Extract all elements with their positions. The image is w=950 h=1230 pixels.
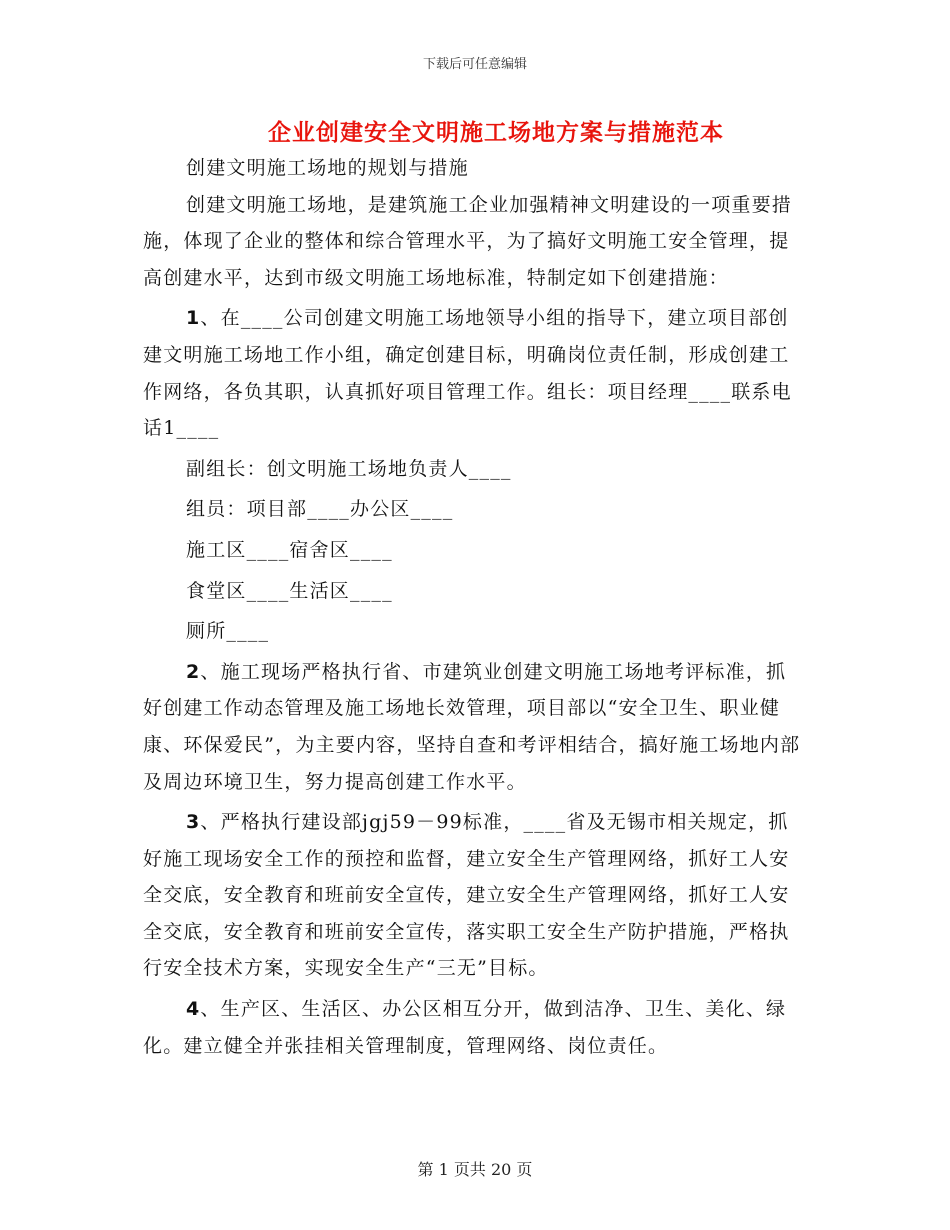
- item-number: 2: [186, 660, 201, 683]
- paragraph-item-4: [143, 991, 803, 1064]
- paragraph-intro: 创建文明施工场地，是建筑施工企业加强精神文明建设的一项重要措施，体现了企业的整体和综合管理水平，为了搞好文明施工安全管理，提高创建水平，达到市级文明施工场地标准，特制定如下创建措施：: [143, 193, 793, 289]
- document-title: 企业创建安全文明施工场地方案与措施范本: [268, 119, 724, 146]
- paragraph-toilet: 厕所____: [186, 620, 270, 643]
- paragraph-members: 组员：项目部____办公区____: [186, 498, 454, 521]
- paragraph-plan-heading: 创建文明施工场地的规划与措施: [186, 157, 469, 179]
- document-body: [143, 150, 803, 1064]
- item-number: 3: [186, 811, 201, 834]
- paragraph-item-2: [143, 654, 803, 800]
- item-number: 1: [186, 307, 201, 330]
- paragraph-item-1: [143, 300, 803, 446]
- paragraph-deputy-leader: 副组长：创文明施工场地负责人____: [186, 457, 512, 480]
- item-text: 、施工现场严格执行省、市建筑业创建文明施工场地考评标准，抓好创建工作动态管理及施工场地长效管理，项目部以“安全卫生、职业健康、环保爱民”，为主要内容，坚持自查和考评相结合，搞好施工场地内部及周边环境卫生，努力提高创建工作水平。: [143, 660, 801, 793]
- item-text: 、生产区、生活区、办公区相互分开，做到洁净、卫生、美化、绿化。建立健全并张挂相关管理制度，管理网络、岗位责任。: [143, 998, 787, 1057]
- paragraph-canteen-area: 食堂区____生活区____: [186, 579, 393, 602]
- header-note: 下载后可任意编辑: [422, 57, 527, 72]
- page-footer: 第 1 页共 20 页: [417, 1160, 533, 1179]
- paragraph-construction-area: 施工区____宿舍区____: [186, 538, 393, 561]
- item-text: 、在____公司创建文明施工场地领导小组的指导下，建立项目部创建文明施工场地工作小组，确定创建目标，明确岗位责任制，形成创建工作网络，各负其职，认真抓好项目管理工作。组长：项目经理____联系电话1____: [143, 307, 792, 440]
- item-number: 4: [186, 998, 201, 1021]
- paragraph-item-3: [143, 804, 803, 987]
- item-text: 、严格执行建设部jgj59－99标准，____省及无锡市相关规定，抓好施工现场安全工作的预控和监督，建立安全生产管理网络，抓好工人安全交底，安全教育和班前安全宣传，建立安全生产管理网络，抓好工人安全交底，安全教育和班前安全宣传，落实职工安全生产防护措施，严格执行安全技术方案，实现安全生产“三无”目标。: [143, 811, 790, 980]
